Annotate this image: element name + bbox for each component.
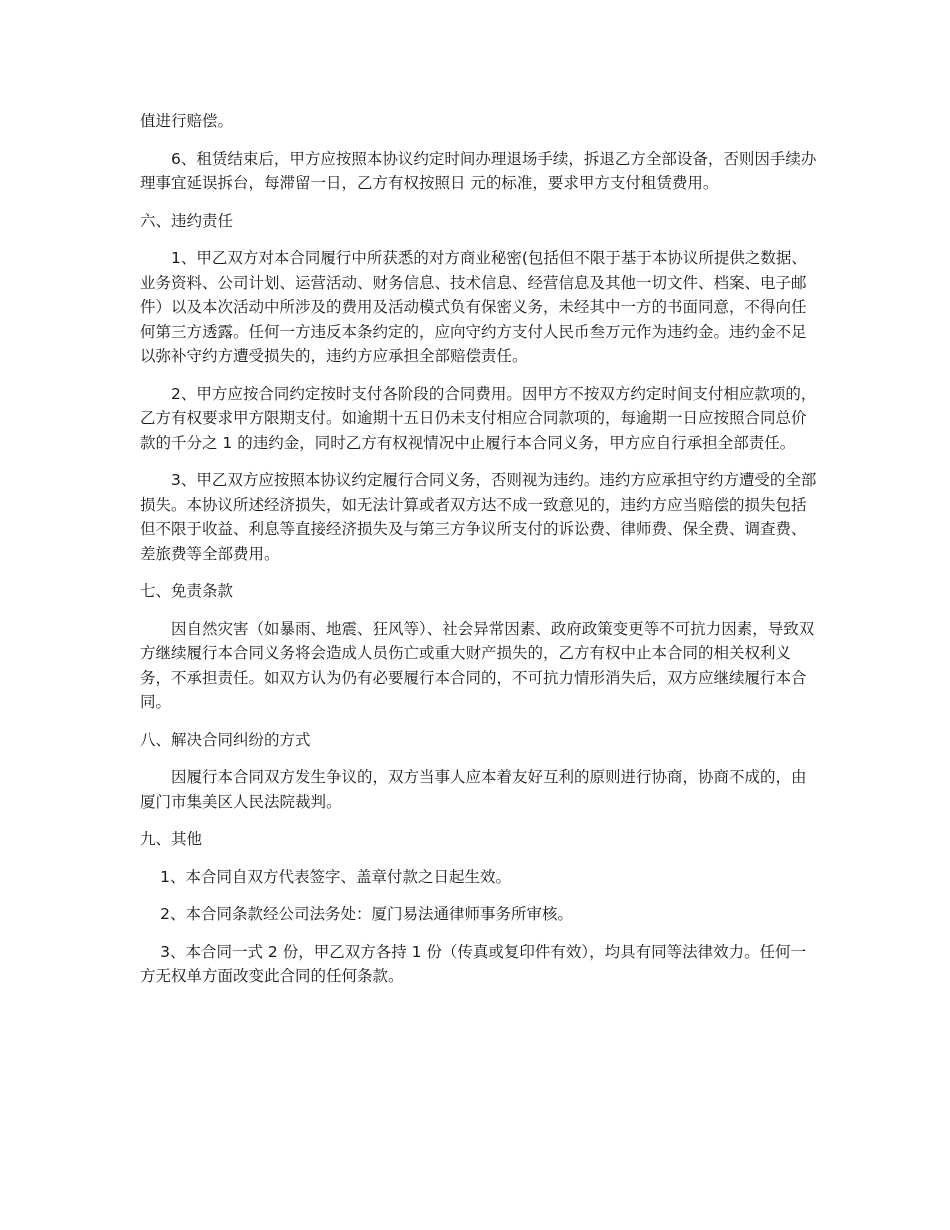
clause-9-3: 3、本合同一式 2 份，甲乙双方各持 1 份（传真或复印件有效），均具有同等法律效力。任何一方无权单方面改变此合同的任何条款。 (140, 942, 807, 985)
clause-6-1: 1、甲乙双方对本合同履行中所获悉的对方商业秘密(包括但不限于基于本协议所提供之数据、业务资料、公司计划、运营活动、财务信息、技术信息、经营信息及其他一切文件、档案、电子邮件）以及本次活动中所涉及的费用及活动模式负有保密义务，未经其中一方的书面同意，不得向任何第三方透露。任何一方违反本条约定的，应向守约方支付人民币叁万元作为违约金。违约金不足以弥补守约方遭受损失的，违约方应承担全部赔偿责任。 (140, 249, 807, 365)
clause-9-1: 1、本合同自双方代表签字、盖章付款之日起生效。 (160, 867, 512, 886)
clause-6-3: 3、甲乙双方应按照本协议约定履行合同义务，否则视为违约。违约方应承担守约方遭受的全部损失。本协议所述经济损失，如无法计算或者双方达不成一致意见的，违约方应当赔偿的损失包括但不限于收益、利息等直接经济损失及与第三方争议所支付的诉讼费、律师费、保全费、调查费、差旅费等全部费用。 (140, 471, 817, 563)
clause-8-body: 因履行本合同双方发生争议的，双方当事人应本着友好互利的原则进行协商，协商不成的，由厦门市集美区人民法院裁判。 (140, 768, 807, 811)
section-heading-8: 八、解决合同纠纷的方式 (140, 730, 311, 749)
clause-9-2: 2、本合同条款经公司法务处：厦门易法通律师事务所审核。 (160, 905, 574, 923)
clause-5-6: 6、租赁结束后，甲方应按照本协议约定时间办理退场手续，拆退乙方全部设备，否则因手续办理事宜延误拆台，每滞留一日，乙方有权按照日 元的标准，要求甲方支付租赁费用。 (140, 149, 817, 192)
paragraph-continuation: 值进行赔偿。 (140, 112, 234, 130)
section-heading-7: 七、免责条款 (140, 582, 234, 600)
clause-7-body: 因自然灾害（如暴雨、地震、狂风等）、社会异常因素、政府政策变更等不可抗力因素，导致双方继续履行本合同义务将会造成人员伤亡或重大财产损失的，乙方有权中止本合同的相关权利义务，不承担责任。如双方认为仍有必要履行本合同的，不可抗力情形消失后，双方应继续履行本合同。 (140, 619, 815, 711)
clause-6-2: 2、甲方应按合同约定按时支付各阶段的合同费用。因甲方不按双方约定时间支付相应款项的，乙方有权要求甲方限期支付。如逾期十五日仍未支付相应合同款项的，每逾期一日应按照合同总价款的千分之 1 的违约金，同时乙方有权视情况中止履行本合同义务，甲方应自行承担全部责任。 (140, 384, 817, 452)
section-heading-9: 九、其他 (140, 830, 203, 848)
section-heading-6: 六、违约责任 (140, 211, 234, 230)
